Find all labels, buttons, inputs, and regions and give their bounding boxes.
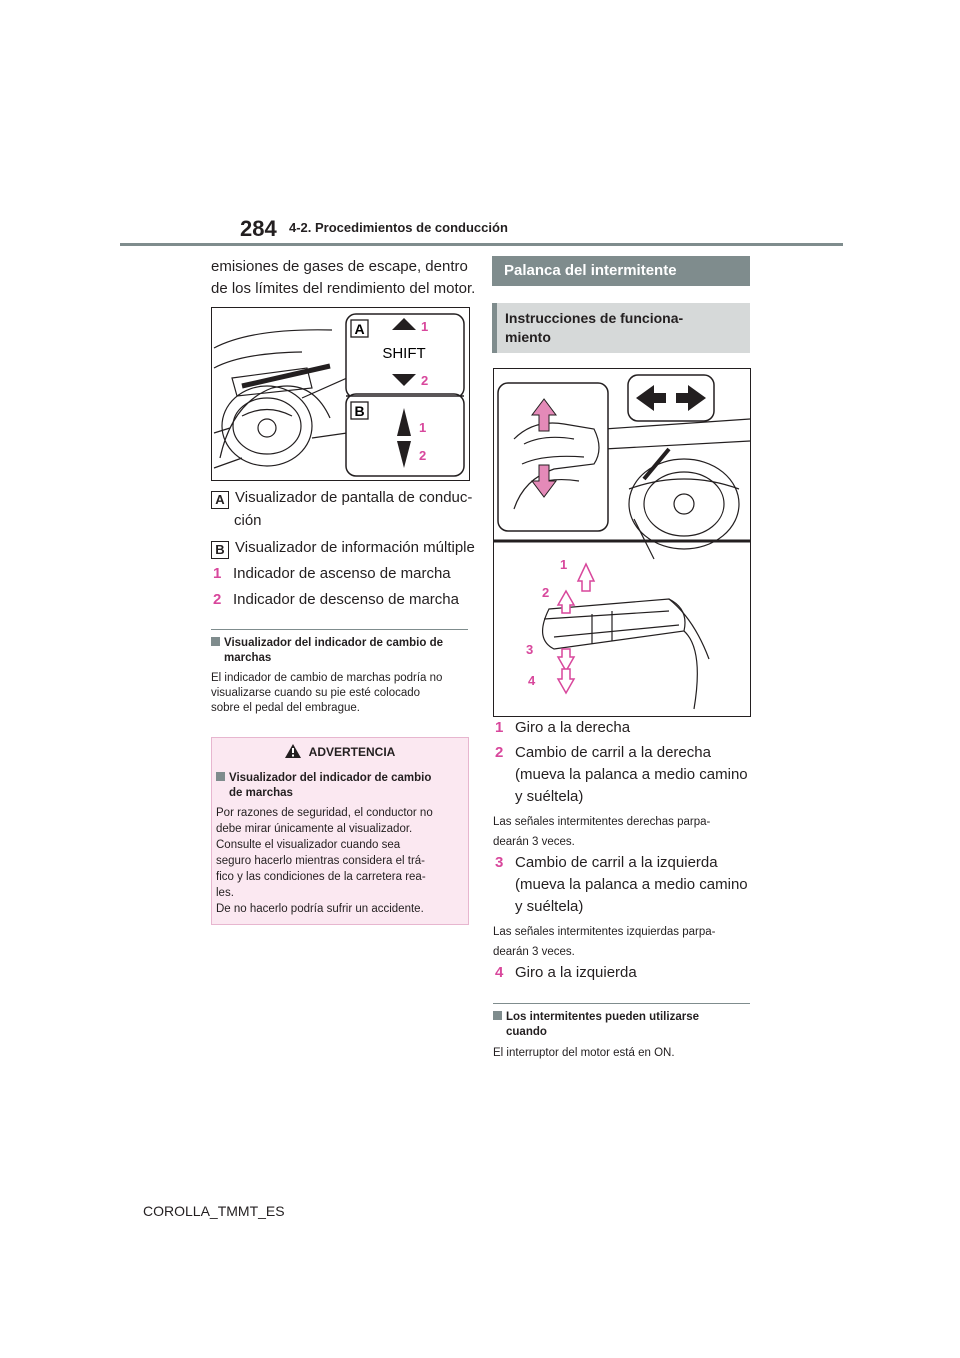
signal-item-2-num: 2: [495, 744, 504, 761]
warning-line-2: debe mirar únicamente al visualizador.: [216, 823, 413, 835]
signal-item-3-text-2: (mueva la palanca a medio camino: [515, 876, 748, 893]
legend-item-2-num: 2: [213, 591, 222, 608]
signal-item-1-num: 1: [495, 719, 504, 736]
legend-a: [211, 487, 472, 509]
signal-item-4-num: 4: [495, 964, 504, 981]
warning-line-3: Consulte el visualizador cuando sea: [216, 839, 401, 851]
page-number: 284: [240, 216, 277, 241]
note-body-2: visualizarse cuando su pie esté colocado: [211, 687, 421, 699]
legend-b: [211, 537, 475, 559]
right-note-rule: [493, 1003, 750, 1004]
warning-line-5: fico y las condiciones de la carretera rea-: [216, 871, 426, 883]
right-note-body: El interruptor del motor está en ON.: [493, 1047, 675, 1059]
signal-item-2: [495, 742, 750, 764]
lever-num-1: 1: [560, 557, 568, 572]
lever-pos4-arrow-icon: [558, 669, 574, 693]
warning-head-2: de marchas: [229, 787, 293, 799]
signal-item-2-note-2: dearán 3 veces.: [493, 836, 575, 848]
note-title: Visualizador del indicador de cambio de: [211, 636, 443, 650]
signal-item-3-note-1: Las señales intermitentes izquierdas parpa-: [493, 926, 716, 938]
signal-item-2-text-2: (mueva la palanca a medio camino: [515, 766, 748, 783]
warning-line-1: Por razones de seguridad, el conductor no: [216, 807, 433, 819]
note-body-3: sobre el pedal del embrague.: [211, 702, 360, 714]
signal-item-3-note-2: dearán 3 veces.: [493, 946, 575, 958]
section-title: 4-2. Procedimientos de conducción: [289, 220, 508, 235]
lever-num-2: 2: [542, 585, 550, 600]
signal-item-2-text: Cambio de carril a la derecha: [515, 744, 711, 761]
figure-num-1b: 1: [419, 420, 427, 435]
figure-num-2b: 2: [419, 448, 427, 463]
figure-label-a: A: [354, 321, 365, 337]
legend-item-1: [213, 563, 468, 585]
note-body-1: El indicador de cambio de marchas podría no: [211, 672, 443, 684]
dashboard-illustration: [212, 308, 469, 480]
header-rule: [120, 243, 843, 246]
note-rule: [211, 629, 468, 630]
right-note-title-2: cuando: [506, 1026, 547, 1038]
warning-triangle-icon: [285, 744, 301, 758]
signal-item-3-num: 3: [495, 854, 504, 871]
legend-item-2: [213, 589, 468, 611]
signal-item-3-text: Cambio de carril a la izquierda: [515, 854, 718, 871]
signal-item-1-text: Giro a la derecha: [515, 719, 631, 736]
subsection-title-1: Instrucciones de funciona-: [505, 310, 684, 326]
legend-b-text: Visualizador de información múltiple: [235, 539, 475, 556]
figure-label-b: B: [354, 403, 365, 419]
warning-line-7: De no hacerlo podría sufrir un accidente.: [216, 903, 424, 915]
signal-item-4-text: Giro a la izquierda: [515, 964, 637, 981]
lever-num-4: 4: [528, 673, 536, 688]
intro-line-1: emisiones de gases de escape, dentro: [211, 258, 468, 275]
right-note-bullet-icon: [493, 1011, 502, 1020]
footer-model: COROLLA_TMMT_ES: [143, 1203, 285, 1219]
legend-a-text-2: ción: [234, 512, 262, 529]
warning-box: [211, 737, 469, 925]
note-bullet-icon: [211, 637, 220, 646]
shift-label: SHIFT: [382, 345, 426, 362]
figure-num-2a: 2: [421, 373, 429, 388]
warning-bullet-icon: [216, 772, 225, 781]
legend-item-1-text: Indicador de ascenso de marcha: [233, 565, 451, 582]
signal-item-3-text-3: y suéltela): [515, 898, 584, 915]
legend-b-label: B: [211, 541, 229, 559]
note-title-2: marchas: [224, 652, 272, 664]
subsection-title-2: miento: [505, 329, 551, 345]
turn-signal-figure: [493, 368, 751, 717]
warning-line-6: les.: [216, 887, 234, 899]
right-note-title: Los intermitentes pueden utilizarse: [493, 1010, 699, 1024]
legend-item-1-num: 1: [213, 565, 222, 582]
turn-signal-illustration: [494, 369, 750, 716]
legend-a-text: Visualizador de pantalla de conduc-: [235, 489, 473, 506]
shift-indicator-figure: [211, 307, 470, 481]
signal-item-2-text-3: y suéltela): [515, 788, 584, 805]
signal-item-1: [495, 717, 750, 739]
subsection-band: [492, 303, 750, 353]
lever-pos3-arrow-icon: [558, 649, 574, 671]
section-band-title: Palanca del intermitente: [492, 256, 750, 286]
warning-title: ADVERTENCIA: [212, 744, 468, 759]
legend-item-2-text: Indicador de descenso de marcha: [233, 591, 459, 608]
legend-a-label: A: [211, 491, 229, 509]
signal-item-2-note-1: Las señales intermitentes derechas parpa-: [493, 816, 711, 828]
signal-item-4: [495, 962, 750, 984]
warning-head: Visualizador del indicador de cambio: [216, 771, 431, 785]
lever-pos1-arrow-icon: [578, 564, 594, 591]
signal-item-3: [495, 852, 750, 874]
intro-line-2: de los límites del rendimiento del motor.: [211, 280, 476, 297]
lever-num-3: 3: [526, 642, 534, 657]
warning-line-4: seguro hacerlo mientras considera el trá-: [216, 855, 426, 867]
figure-num-1a: 1: [421, 319, 429, 334]
